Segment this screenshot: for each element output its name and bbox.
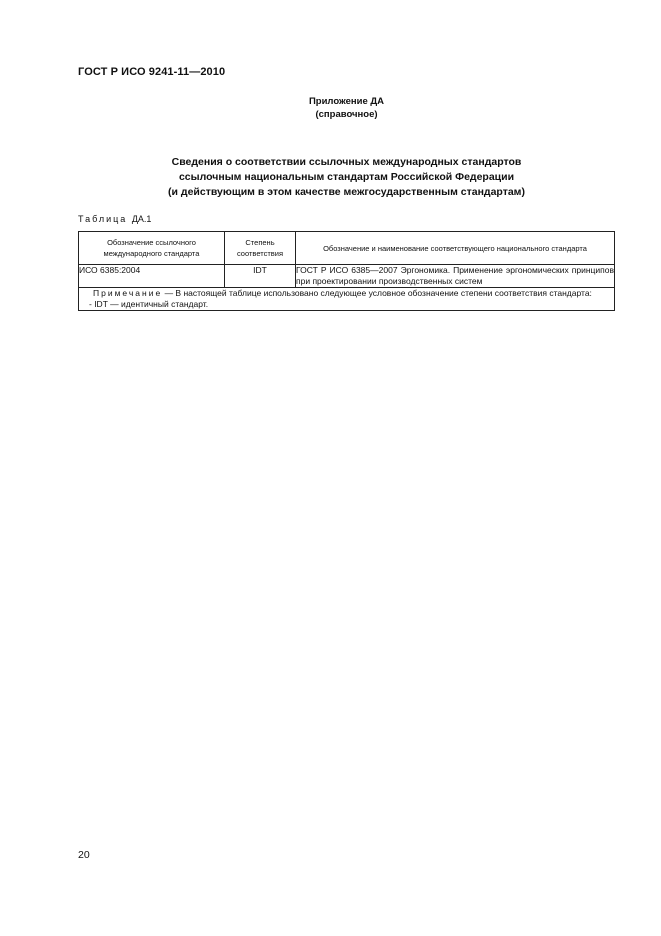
table-caption-number: ДА.1: [131, 214, 152, 224]
table-note-row: [79, 288, 615, 311]
header-international-standard: Обозначение ссылочного международного стандарта: [79, 232, 225, 265]
note-text: — В настоящей таблице использовано следующее условное обозначение степени соответствия стандарта:: [162, 288, 592, 298]
correspondence-table: [78, 231, 615, 311]
table-row: [79, 265, 615, 288]
note-item: - IDT — идентичный стандарт.: [89, 299, 209, 309]
cell-degree: IDT: [225, 265, 296, 288]
page-number: 20: [78, 849, 90, 861]
appendix-title: Приложение ДА: [308, 96, 385, 107]
cell-national-standard: ГОСТ Р ИСО 6385—2007 Эргономика. Применение эргономических принципов при проектировании производственных систем: [296, 265, 614, 286]
table-header-row: [79, 232, 615, 265]
appendix-block: [0, 95, 661, 121]
note-label: Примечание: [93, 288, 163, 298]
section-title-line-3: (и действующим в этом качестве межгосударственным стандартам): [168, 186, 525, 198]
header-degree: Степень соответствия: [225, 232, 296, 265]
appendix-type: (справочное): [315, 109, 378, 120]
cell-international-standard: ИСО 6385:2004: [79, 265, 225, 288]
note-text-block: [79, 288, 614, 299]
table-note: [79, 288, 615, 311]
document-header-code: ГОСТ Р ИСО 9241-11—2010: [78, 66, 226, 78]
section-title-line-2: ссылочным национальным стандартам Российской Федерации: [178, 171, 515, 183]
table-caption-word: Таблица: [78, 214, 128, 224]
section-title-line-1: Сведения о соответствии ссылочных международных стандартов: [171, 156, 522, 168]
section-title: [78, 155, 615, 200]
table-caption: [78, 214, 151, 224]
header-national-standard: Обозначение и наименование соответствующего национального стандарта: [296, 232, 615, 265]
